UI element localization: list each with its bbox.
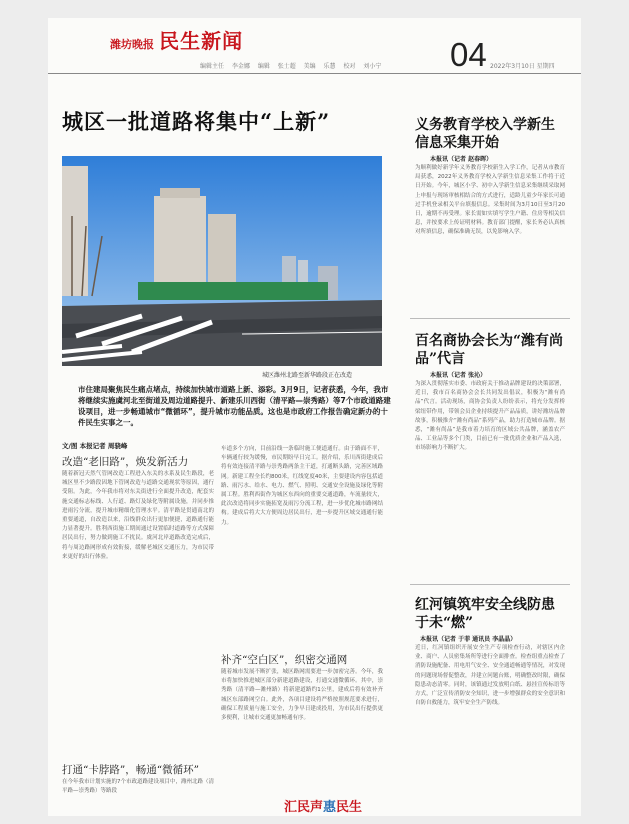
footer-slogan [284,796,362,815]
article-byline-2: 本报讯（记者 张沁） [430,372,487,379]
section-title-1: 改造“老旧路”，焕发新活力 [62,456,189,468]
page-headline: 城区一批道路将集中“上新” [62,109,331,134]
article-byline-1: 本报讯（记者 赵春晖） [430,156,493,163]
section-text-3: 随着城市发展不断扩张，城区路网需要进一步加密完善。今年，我市将加快推进城区部分新建道路建设，打通交通微循环。其中，崇秀路（清平路—潍州路）将新建道路约1公里，建成后将有效补齐城区东部路网空白。此外，各项目建设将严格按照规范要求进行，确保工程质量与施工安全，力争早日建成投用，为市民出行提供更多便利，让城市交通更加畅通有序。 [221,669,383,722]
footer-part-3: 民生 [336,800,363,815]
main-byline: 文/图 本报记者 周骁峰 [62,442,128,450]
page-number: 04 [450,36,487,73]
section-title-3: 补齐“空白区”，织密交通网 [221,654,348,666]
section-text-1: 随着新冠天然气管网改造工程进入东关的水系及民生路段，老城区里不少路段因地下管网改造与道路交通现状等原因，通行受阻。为此，今年我市将对东关街进行全面提升改造，配套实施交通标志标线、人行道、路灯及绿化等附属设施，并同步推进雨污分流，提升城市精细化管理水平。清平路是贯通南北的重要通道，自改造以来，沿线群众出行更加便捷，道路通行能力显著提升。胜利西街施工期间通过设置临时道路等方式保障居民出行，努力做到施工不扰民。虞河北岸道路改造完成后，将与周边路网形成有效衔接，缓解老城区交通压力，为市民带来更好的出行体验。 [62,471,214,560]
article-byline-3: 本报讯（记者 于菲 通讯员 李晶晶） [420,636,517,643]
header-rule [48,73,581,74]
column-2-text: 车道多个方向，目前沿线一条临时施工便道通行。由于路面不平，车辆通行较为缓慢，市民期盼早日完工。据介绍，乐川西街建成后将有效连接清平路与崇秀路两条主干道，打通断头路，完善区域路网。新建工程全长约800米，红线宽度40米，主要建设内容包括道路、雨污水、给水、电力、燃气、照明、交通安全设施及绿化等附属工程。胜利西街作为城区东西向的重要交通道路，车流量较大，此次改造将同步实施拓宽及雨污分流工程，进一步优化城市路网结构。建成后将大大方便周边居民出行，进一步提升区域交通通行能力。 [221,446,383,526]
section-title-2: 打通“卡脖路”，畅通“微循环” [62,764,199,776]
footer-part-2: 惠 [323,800,337,815]
masthead [110,25,243,54]
article-text-3: 近日，红河镇组织开展安全生产专项检查行动，对辖区内企业、商户、人员密集场所等进行全面排查。检查组重点检查了消防设施配备、用电用气安全、安全通道畅通等情况，对发现的问题现场督促整改，并建立问题台账，明确整改时限，确保隐患动态清零。同时，该镇通过发放明白纸、悬挂宣传标语等方式，广泛宣传消防安全知识，进一步增强群众的安全意识和自防自救能力，筑牢安全生产防线。 [415,645,565,707]
brand-large: 民生新闻 [159,29,244,53]
issue-date: 2022年3月10日 星期四 [490,63,555,70]
article-title-3: 红河镇筑牢安全线防患于未“燃” [415,597,555,631]
editor-credits: 编辑主任 李金娜 编辑 张士超 美编 乐慧 校对 刘小宁 [200,63,382,70]
article-divider-2 [410,584,570,585]
brand-small: 潍坊晚报 [110,38,154,51]
article-title-1: 义务教育学校入学新生信息采集开始 [415,117,555,151]
article-text-2: 为深入贯彻落实市委、市政府关于推动品牌建设的决策部署，近日，我市百名商协会会长共同发出倡议，积极为“潍有尚品”代言。活动现场，商协会负责人纷纷表示，将充分发挥桥梁纽带作用，带领会员企业持续提升产品品质，讲好潍坊品牌故事，积极推介“潍有尚品”系列产品，助力打造城市品牌。据悉，“潍有尚品”是我市着力培育的区域公共品牌，涵盖农产品、工业品等多个门类，目前已有一批优质企业和产品入选，市场影响力不断扩大。 [415,381,565,452]
article-title-2: 百名商协会长为“潍有尚品”代言 [415,333,564,367]
article-divider-1 [410,318,570,319]
newspaper-page [48,18,581,816]
road-photo [62,156,382,366]
article-text-1: 为顺利做好新学年义务教育学校新生入学工作，记者从市教育局获悉，2022年义务教育学校入学新生信息采集工作将于近日开始。今年，城区小学、初中入学新生信息采集继续采取网上申报与现场审核相结合的方式进行，适龄儿童少年家长可通过手机登录相关平台填报信息。采集时间为3月10日至3月20日，逾期不再受理。家长需如实填写学生户籍、住房等相关信息，并按要求上传证明材料。教育部门提醒，家长务必认真核对所填信息，确保准确无误，以免影响入学。 [415,165,565,236]
lead-paragraph: 市住建局聚焦民生痛点堵点，持续加快城市道路上新、添彩。3月9日，记者获悉，今年，我市将继续实施虞河北至街道及周边道路提升、新建乐川西街（清平路—崇秀路）等7个市政道路建设项目，进一步畅通城市“微循环”，提升城市功能品质。这也是市政府工作报告确定新办的十件民生实事之一。 [78,385,391,427]
footer-part-1: 汇民声 [284,800,324,815]
section-text-2: 在今年我市计划实施的7个市政道路建设项目中，潍州北路（清平路—崇秀路）等路段 [62,779,214,795]
photo-caption: 城区潍州北路至新华路段正在改造 [262,372,353,379]
